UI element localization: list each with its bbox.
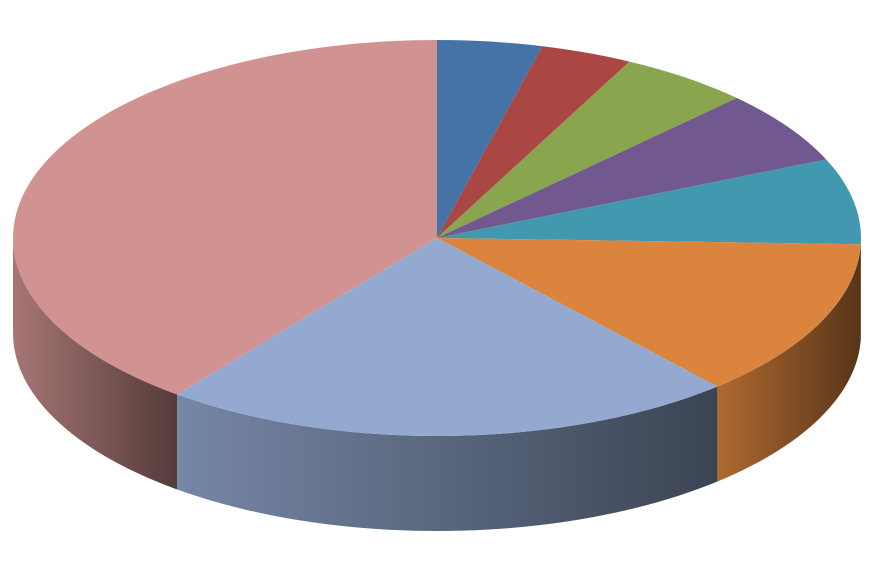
pie-top-layer — [13, 40, 861, 436]
